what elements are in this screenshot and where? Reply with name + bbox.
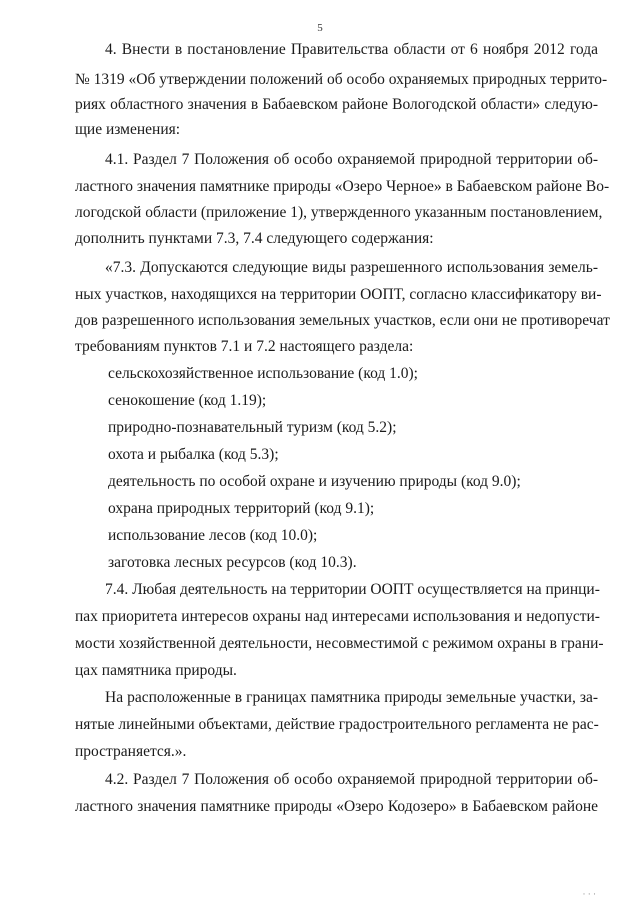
text-line: пространяется.». xyxy=(75,743,187,760)
text-line: На расположенные в границах памятника природы земельные участки, за- xyxy=(105,689,598,706)
text-line: требованиям пунктов 7.1 и 7.2 настоящего раздела: xyxy=(75,338,414,355)
list-item: охота и рыбалка (код 5.3); xyxy=(108,446,279,463)
text-line: цах памятника природы. xyxy=(75,662,237,679)
text-line: пах приоритета интересов охраны над интересами использования и недопусти- xyxy=(75,608,600,625)
text-line: логодской области (приложение 1), утвержденного указанным постановлением, xyxy=(75,204,603,221)
text-line: 4.2. Раздел 7 Положения об особо охраняемой природной территории об- xyxy=(105,771,598,788)
text-line: «7.3. Допускаются следующие виды разрешенного использования земель- xyxy=(105,259,598,276)
text-line: риях областного значения в Бабаевском районе Вологодской области» следую- xyxy=(75,96,598,113)
text-line: щие изменения: xyxy=(75,121,181,138)
text-line: 4. Внести в постановление Правительства области от 6 ноября 2012 года xyxy=(105,41,598,58)
list-item: природно-познавательный туризм (код 5.2); xyxy=(108,419,397,436)
text-line: ластного значения памятнике природы «Озеро Черное» в Бабаевском районе Во- xyxy=(75,178,610,195)
text-line: нятые линейными объектами, действие градостроительного регламента не рас- xyxy=(75,716,599,733)
list-item: использование лесов (код 10.0); xyxy=(108,527,318,544)
text-line: ластного значения памятнике природы «Озеро Кодозеро» в Бабаевском районе xyxy=(75,798,598,815)
text-line: 4.1. Раздел 7 Положения об особо охраняемой природной территории об- xyxy=(105,151,598,168)
page-number: 5 xyxy=(317,22,323,34)
list-item: сенокошение (код 1.19); xyxy=(108,392,267,409)
text-line: ных участков, находящихся на территории ООПТ, согласно классификатору ви- xyxy=(75,286,602,303)
list-item: сельскохозяйственное использование (код 1.0); xyxy=(108,365,418,382)
text-line: дополнить пунктами 7.3, 7.4 следующего содержания: xyxy=(75,230,434,247)
text-line: мости хозяйственной деятельности, несовместимой с режимом охраны в грани- xyxy=(75,635,604,652)
list-item: заготовка лесных ресурсов (код 10.3). xyxy=(108,554,357,571)
text-line: дов разрешенного использования земельных участков, если они не противоречат xyxy=(75,312,610,329)
list-item: охрана природных территорий (код 9.1); xyxy=(108,500,375,517)
list-item: деятельность по особой охране и изучению природы (код 9.0); xyxy=(108,473,521,490)
text-line: 7.4. Любая деятельность на территории ООПТ осуществляется на принци- xyxy=(105,581,600,598)
text-line: № 1319 «Об утверждении положений об особо охраняемых природных террито- xyxy=(75,71,608,88)
corner-mark: · · · xyxy=(582,889,596,899)
